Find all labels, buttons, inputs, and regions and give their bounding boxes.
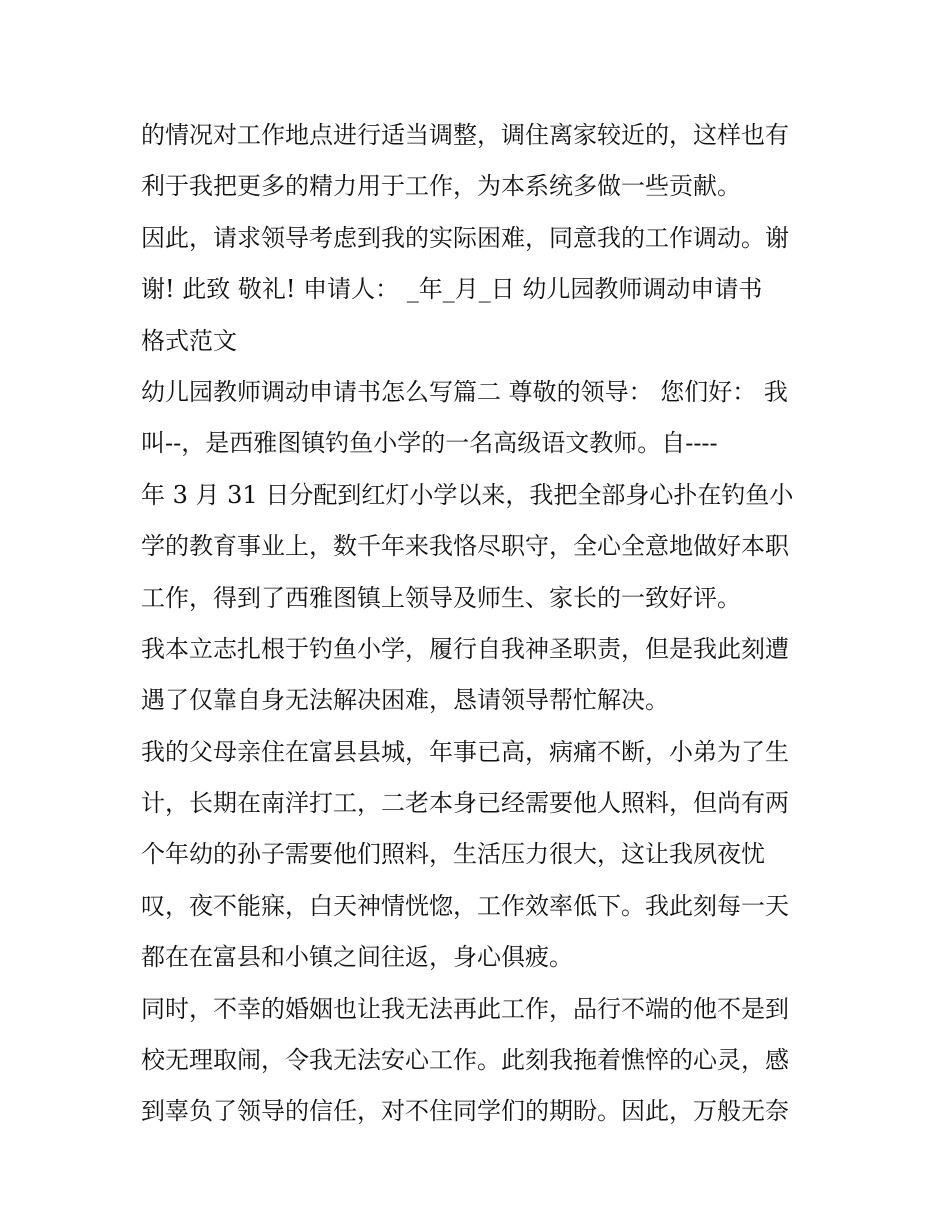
text-line: 因此，请求领导考虑到我的实际困难，同意我的工作调动。谢 — [141, 223, 789, 252]
text-line: 叹，夜不能寐，白天神情恍惚，工作效率低下。我此刻每一天 — [141, 891, 789, 920]
document-body — [141, 110, 821, 1138]
text-line: 遇了仅靠自身无法解决困难，恳请领导帮忙解决。 — [141, 686, 669, 715]
text-line: 同时，不幸的婚姻也让我无法再此工作，品行不端的他不是到 — [141, 994, 789, 1023]
text-line: 利于我把更多的精力用于工作，为本系统多做一些贡献。 — [141, 172, 741, 201]
text-line: 工作，得到了西雅图镇上领导及师生、家长的一致好评。 — [141, 583, 741, 612]
text-line: 年 3 月 31 日分配到红灯小学以来，我把全部身心扑在钓鱼小 — [141, 480, 794, 509]
text-line: 到辜负了领导的信任，对不住同学们的期盼。因此，万般无奈 — [141, 1097, 789, 1126]
text-line: 谢! 此致 敬礼! 申请人： _年_月_日 幼儿园教师调动申请书 — [141, 275, 763, 304]
text-line: 我的父母亲住在富县县城，年事已高，病痛不断，小弟为了生 — [141, 737, 789, 766]
text-line: 个年幼的孙子需要他们照料，生活压力很大，这让我夙夜忧 — [141, 840, 765, 869]
text-line: 校无理取闹，令我无法安心工作。此刻我拖着憔悴的心灵，感 — [141, 1046, 789, 1075]
text-line: 我本立志扎根于钓鱼小学，履行自我神圣职责，但是我此刻遭 — [141, 634, 789, 663]
text-line: 的情况对工作地点进行适当调整，调住离家较近的，这样也有 — [141, 121, 789, 149]
text-line: 格式范文 — [141, 326, 237, 355]
text-line: 学的教育事业上，数千年来我恪尽职守，全心全意地做好本职 — [141, 532, 789, 561]
text-line: 都在在富县和小镇之间往返，身心俱疲。 — [141, 943, 573, 972]
text-line: 计，长期在南洋打工，二老本身已经需要他人照料，但尚有两 — [141, 789, 789, 818]
text-line: 幼儿园教师调动申请书怎么写篇二 尊敬的领导： 您们好： 我 — [141, 377, 788, 406]
text-line: 叫--，是西雅图镇钓鱼小学的一名高级语文教师。自---- — [141, 429, 718, 458]
